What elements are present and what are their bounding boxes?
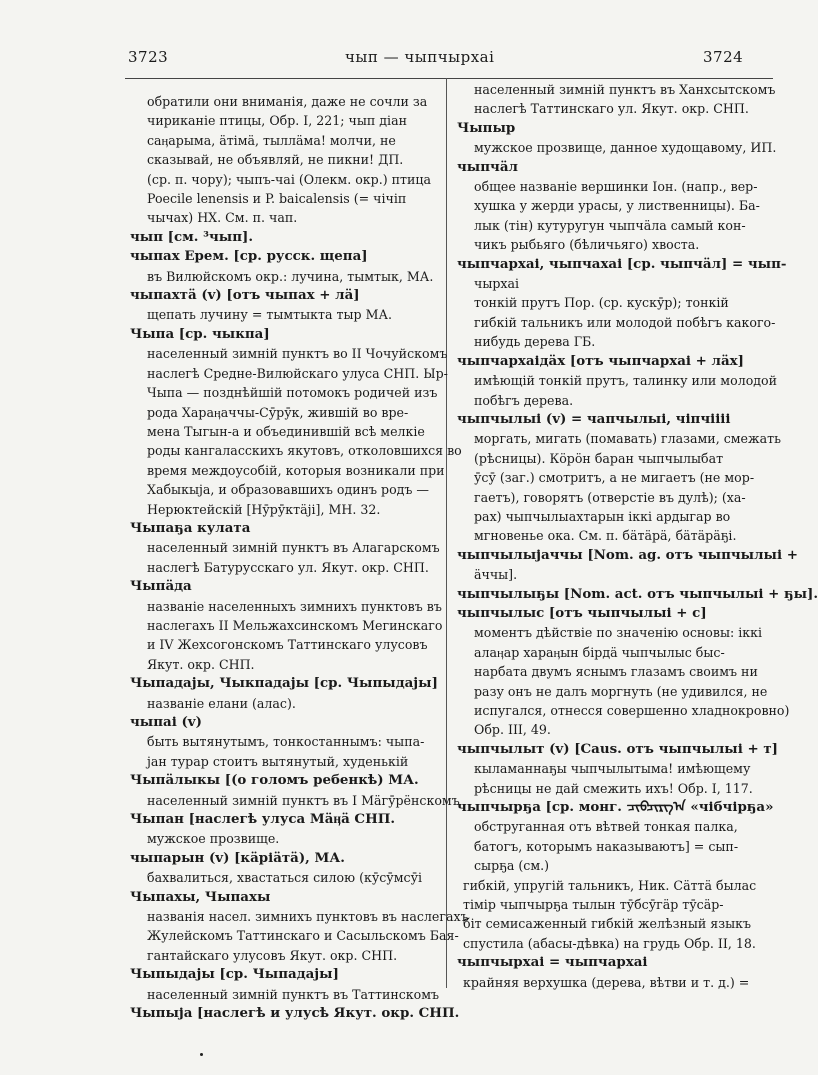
entry-text-line: чычах) НХ. См. п. чап. <box>147 210 298 226</box>
entry-text-line: разу онъ не далъ моргнуть (не удивился, не <box>474 683 768 699</box>
entry-text-line: спустила (абасы-дѣвка) на грудь Обр. II, 18. <box>463 935 756 951</box>
entry-headword: чыпчылыі (v) = чапчылыі, чіпчіііі <box>457 410 731 427</box>
header-rule <box>125 78 773 79</box>
entry-text-line: рѣсницы не дай смежить ихъ! Обр. I, 117. <box>474 780 753 796</box>
page-number-left: 3723 <box>128 48 169 66</box>
entry-headword: чыпарын (v) [кӓріӓтӓ), МА. <box>130 849 345 866</box>
entry-text-line: чырхаі <box>474 276 520 292</box>
entry-text-line: (ср. п. чору); чыпъ-чаі (Олекм. окр.) птица <box>147 171 432 187</box>
entry-headword: Чыпыдаjы [ср. Чыпадаjы] <box>130 966 339 983</box>
entry-text-line: наслегахъ II Мельжахсинскомъ Мегинскаго <box>147 617 443 633</box>
entry-text-line: испугался, отнесся совершенно хладнокровно) <box>474 703 790 718</box>
entry-text-line: и IV Жехсогонскомъ Таттинскаго улусовъ <box>147 637 428 653</box>
entry-text-line: моргать, мигать (помавать) глазами, смежать <box>474 431 781 447</box>
entry-text-line: лык (тін) кутуругун чыпчӓла самый кон- <box>474 217 746 233</box>
entry-text-line: щепать лучину = тымтыкта тыр МА. <box>147 307 393 323</box>
entry-headword: чыпчӓл <box>457 158 518 175</box>
entry-text-line: крайняя верхушка (дерева, вѣтви и т. д.) = <box>463 974 750 990</box>
entry-text-line: мгновенье ока. См. п. бӓтӓрӓ, бӓтӓрӓҕі. <box>474 528 737 544</box>
entry-text-line: Якут. окр. СНП. <box>147 656 255 672</box>
entry-headword: чыпчылыс [отъ чыпчылыі + с] <box>457 604 707 621</box>
entry-headword: чып [см. ³чып]. <box>130 228 254 245</box>
entry-text-line: обратили они вниманія, даже не сочли за <box>147 94 428 109</box>
entry-text-line: побѣгъ дерева. <box>474 392 574 408</box>
entry-text-line: Нерюктейскій [Нӯрӯктӓjі], МН. 32. <box>147 501 381 517</box>
entry-headword: Чыпӓда <box>130 578 192 595</box>
entry-text-line: Жулейскомъ Таттинскаго и Сасыльскомъ Бая- <box>147 928 459 944</box>
entry-text-line: сказывай, не объявляй, не пикни! ДП. <box>147 152 404 168</box>
entry-text-line: бахвалиться, хвастаться силою (кӯсӯмсӯі <box>147 870 423 886</box>
entry-text-line: чириканіе птицы, Обр. I, 221; чып діан <box>147 113 407 129</box>
entry-headword: Чыпаҕа кулата <box>130 519 251 536</box>
entry-headword: чыпчырхаі = чыпчархаі <box>457 954 648 971</box>
entry-text-line: мена Тыгын-а и объединившій всѣ мелкіе <box>147 423 425 439</box>
page-number-right: 3724 <box>703 48 744 66</box>
entry-text-line: гибкій тальникъ или молодой побѣгъ какого- <box>474 314 776 330</box>
entry-text-line: наслегѣ Таттинскаго ул. Якут. окр. СНП. <box>474 101 749 117</box>
entry-text-line: въ Вилюйскомъ окр.: лучина, тымтык, МА. <box>147 268 434 284</box>
entry-headword: чыпчархаі, чыпчахаі [ср. чыпчӓл] = чып- <box>457 255 787 272</box>
print-speck <box>200 1053 203 1056</box>
entry-headword: Чыпа [ср. чыкпа] <box>130 325 270 342</box>
entry-text-line: хушка у жерди урасы, у лиственницы). Ба- <box>474 198 760 214</box>
entry-text-line: Хабыкыја, и образовавшихъ одинъ родъ — <box>147 482 430 498</box>
entry-text-line: јан турар стоитъ вытянутый, худенькій <box>147 753 409 769</box>
entry-headword: чыпчылыт (v) [Caus. отъ чыпчылыі + т] <box>457 740 778 757</box>
running-title: чып — чыпчырхаі <box>345 48 495 66</box>
entry-text-line: гаетъ), говорятъ (отверстіе въ дулѣ); (ха- <box>474 489 746 505</box>
entry-text-line: ӓччы]. <box>474 567 518 583</box>
entry-text-line: чикъ рыбьяго (бѣличьяго) хвоста. <box>474 237 700 253</box>
entry-text-line: тімір чыпчырҕа тылын тӯбсӯгӓр тӯсӓр- <box>463 897 724 913</box>
entry-text-line: названіе елани (алас). <box>147 695 296 711</box>
entry-text-line: нибудь дерева ГБ. <box>474 334 596 350</box>
entry-headword: Чыпан [наслегѣ улуса Мӓӊӓ СНП. <box>130 811 396 828</box>
entry-text-line: населенный зимній пунктъ въ Таттинскомъ <box>147 986 440 1002</box>
left-column <box>130 92 469 1024</box>
entry-text-line: имѣющій тонкій прутъ, талинку или молодой <box>474 373 778 389</box>
right-column <box>457 80 818 992</box>
entry-text-line: наслегѣ Средне-Вилюйскаго улуса СНП. Ыр- <box>147 365 448 381</box>
entry-text-line: мужское прозвище, данное худощавому, ИП. <box>474 140 777 156</box>
entry-text-line: названіе населенныхъ зимнихъ пунктовъ въ <box>147 598 442 614</box>
entry-text-line: Обр. III, 49. <box>474 722 551 738</box>
entry-text-line: саӊарыма, ӓтімӓ, тыллӓма! молчи, не <box>147 132 396 148</box>
entry-text-line: біт семисаженный гибкій желѣзный языкъ <box>463 916 751 932</box>
entry-text-line: общее названіе вершинки Іон. (напр., вер- <box>474 179 758 195</box>
entry-text-line: (рѣсницы). Кӧрӧн баран чыпчылыбат <box>474 450 724 466</box>
entry-text-line: батогъ, которымъ наказываютъ] = сып- <box>474 838 739 854</box>
entry-headword: чыпах Ерем. [ср. русск. щепа] <box>130 248 368 265</box>
entry-text-line: Чыпа — позднѣйшій потомокъ родичей изъ <box>147 385 438 401</box>
entry-text-line: названія насел. зимнихъ пунктовъ въ наслегахъ <box>147 909 469 925</box>
entry-text-line: время междоусобій, которыя возникали при <box>147 462 445 478</box>
entry-headword: чыпаі (v) <box>130 714 202 730</box>
entry-headword: чыпахтӓ (v) [отъ чыпах + лӓ] <box>130 287 360 304</box>
entry-text-line: алаӊар хараӊын бірдӓ чыпчылыс быс- <box>474 644 725 660</box>
entry-text-line: населенный зимній пунктъ въ Алагарскомъ <box>147 540 440 556</box>
entry-text-line: быть вытянутымъ, тонкостаннымъ: чыпа- <box>147 734 425 750</box>
entry-headword: Чыпыја [наслегѣ и улусѣ Якут. окр. СНП. <box>130 1005 460 1022</box>
entry-headword: Чыпахы, Чыпахы <box>130 888 271 905</box>
entry-text-line: населенный зимній пунктъ въ I Мӓгӯрёнскомъ <box>147 792 460 808</box>
column-divider <box>446 78 447 988</box>
entry-text-line: наслегѣ Батурусскаго ул. Якут. окр. СНП. <box>147 559 429 575</box>
entry-headword: чыпчырҕа [ср. монг. ᠴᠢᠪᠴᠢᠷᠭ᠎ᠠ «чібчірҕа» <box>457 799 774 816</box>
entry-text-line: ӯсӯ (заг.) смотритъ, а не мигаетъ (не мор- <box>474 470 755 486</box>
entry-text-line: населенный зимній пунктъ въ Ханхсытскомъ <box>474 82 776 97</box>
entry-text-line: обструганная отъ вѣтвей тонкая палка, <box>474 819 738 835</box>
entry-text-line: сырҕа (см.) <box>474 858 550 874</box>
entry-text-line: гантайскаго улусовъ Якут. окр. СНП. <box>147 947 398 963</box>
entry-text-line: гибкій, упругій тальникъ, Ник. Сӓттӓ былас <box>463 877 757 893</box>
entry-headword: чыпчархаідӓх [отъ чыпчархаі + лӓх] <box>457 352 744 369</box>
entry-text-line: населенный зимній пунктъ во II Чочуйскомъ <box>147 346 448 362</box>
entry-text-line: нарбата двумъ яснымъ глазамъ своимъ ни <box>474 664 758 680</box>
entry-headword: чыпчылыҕы [Nom. act. отъ чыпчылыі + ҕы]. <box>457 585 818 602</box>
entry-text-line: кыламаннаҕы чыпчылытыма! имѣющему <box>474 761 751 777</box>
entry-text-line: роды кангаласскихъ якутовъ, отколовшихся во <box>147 443 462 459</box>
entry-headword: чыпчылыјаччы [Nom. ag. отъ чыпчылыі + <box>457 546 798 563</box>
entry-text-line: Poecile lenensis и P. baicalensis (= чічіп <box>147 191 407 207</box>
entry-headword: Чыпадаjы, Чыкпадаjы [ср. Чыпыдаjы] <box>130 675 438 692</box>
entry-text-line: мужское прозвище. <box>147 831 280 847</box>
entry-text-line: тонкій прутъ Пор. (ср. кускӯр); тонкій <box>474 295 729 311</box>
entry-text-line: рах) чыпчылыахтарын іккі ардыгар во <box>474 508 731 524</box>
entry-headword: Чыпыр <box>457 119 516 136</box>
entry-text-line: моментъ дѣйствіе по значенію основы: іккі <box>474 625 763 641</box>
entry-headword: Чыпӓлыкы [(о голомъ ребенкѣ) МА. <box>130 772 419 789</box>
entry-text-line: рода Хараӊаччы-Сӯрӯк, жившій во вре- <box>147 404 409 420</box>
